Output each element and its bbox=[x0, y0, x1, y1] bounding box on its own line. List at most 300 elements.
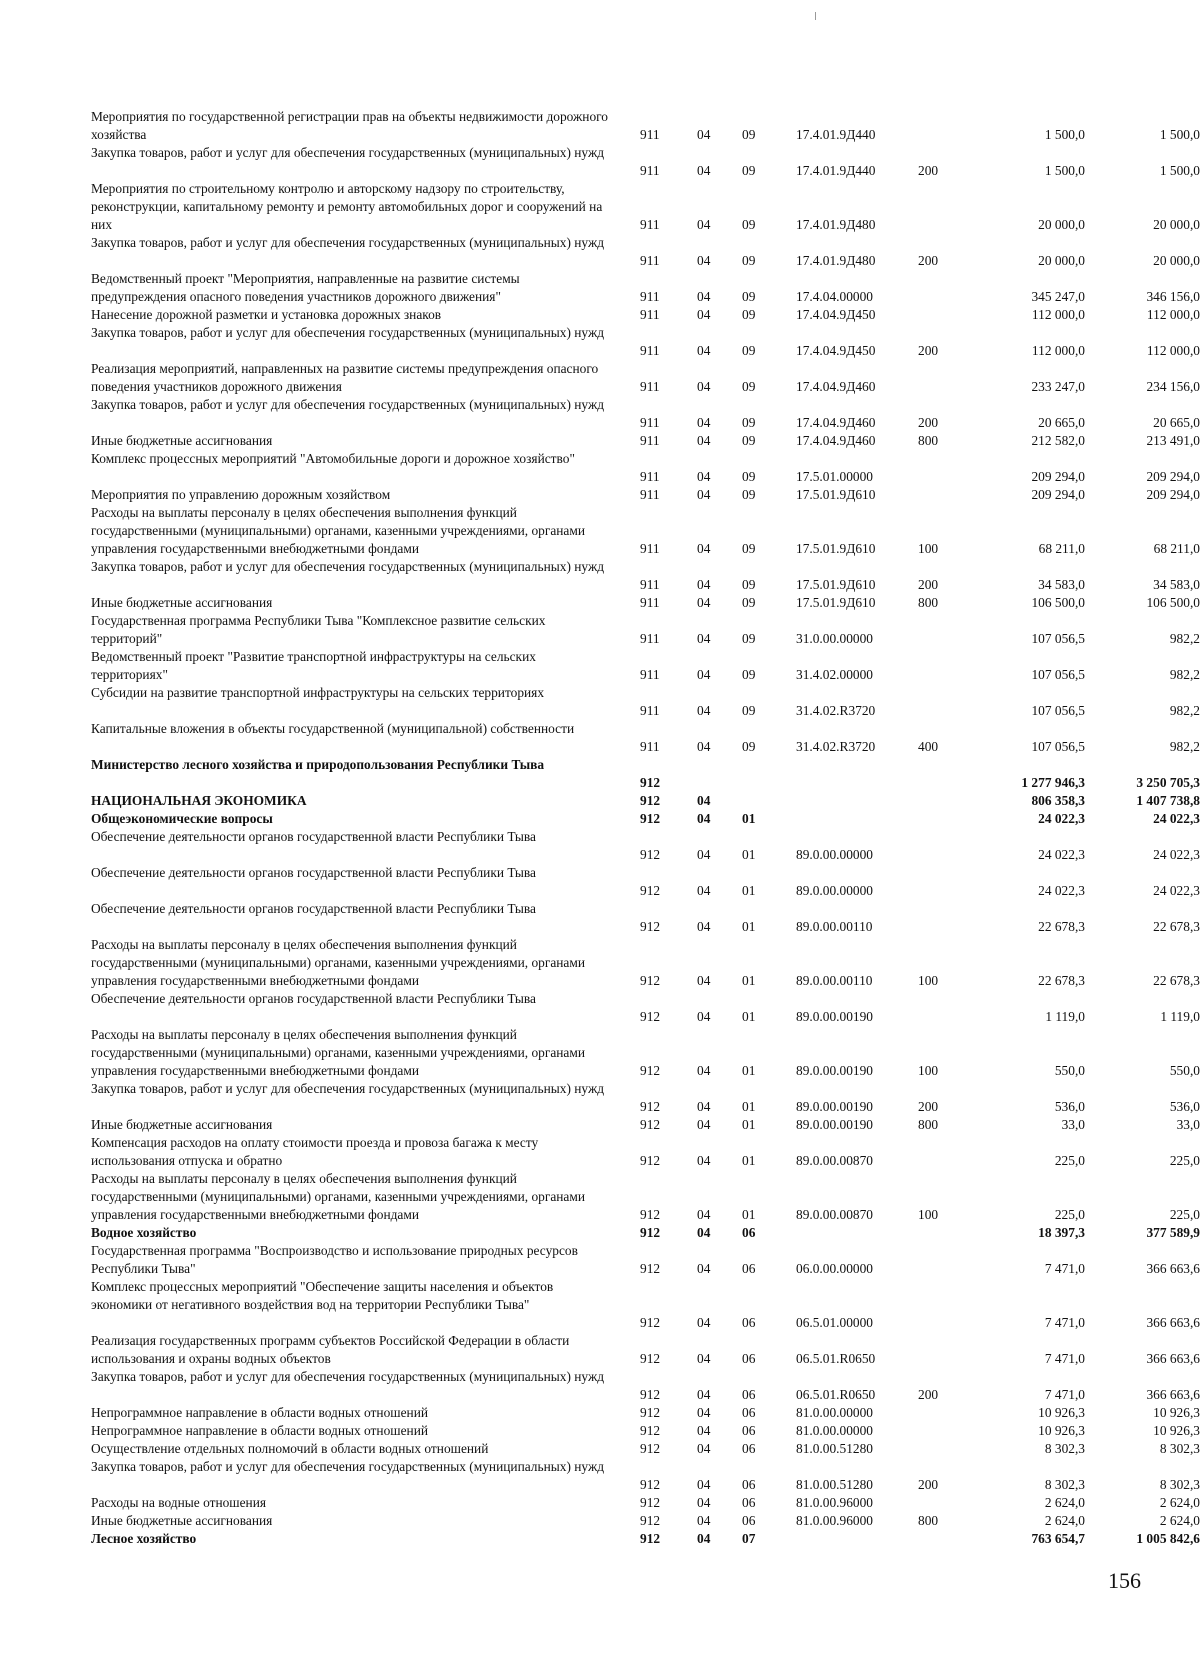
description: Расходы на выплаты персоналу в целях обеспечения выполнения функций государственными (муниципальными) органами, казенными учреждениями, органами управления государственными внебюджетными фондами bbox=[91, 1171, 586, 1222]
sum-year-1: 112 000,0 bbox=[1031, 307, 1085, 322]
grbs-code: 911 bbox=[640, 415, 660, 430]
description: Закупка товаров, работ и услуг для обеспечения государственных (муниципальных) нужд bbox=[91, 559, 605, 574]
sum-year-1: 345 247,0 bbox=[1031, 289, 1085, 304]
target-article-code: 81.0.00.00000 bbox=[796, 1405, 873, 1420]
sum-year-2: 112 000,0 bbox=[1146, 307, 1200, 322]
subsection-code: 09 bbox=[742, 289, 756, 304]
target-article-code: 89.0.00.00110 bbox=[796, 919, 873, 934]
sum-year-2: 1 500,0 bbox=[1159, 163, 1200, 178]
description: Закупка товаров, работ и услуг для обеспечения государственных (муниципальных) нужд bbox=[91, 1081, 605, 1096]
description: Иные бюджетные ассигнования bbox=[91, 595, 273, 610]
section-code: 04 bbox=[697, 1225, 711, 1240]
grbs-code: 912 bbox=[640, 793, 661, 808]
grbs-code: 912 bbox=[640, 847, 661, 862]
target-article-code: 17.5.01.9Д610 bbox=[796, 577, 876, 592]
grbs-code: 911 bbox=[640, 667, 660, 682]
description: Компенсация расходов на оплату стоимости проезда и провоза багажа к месту использования отпуска и обратно bbox=[91, 1135, 539, 1168]
sum-year-1: 225,0 bbox=[1054, 1153, 1085, 1168]
description: Государственная программа Республики Тыва "Комплексное развитие сельских территорий" bbox=[91, 613, 546, 646]
section-code: 04 bbox=[697, 469, 711, 484]
subsection-code: 01 bbox=[742, 883, 756, 898]
target-article-code: 81.0.00.51280 bbox=[796, 1441, 873, 1456]
subsection-code: 09 bbox=[742, 595, 756, 610]
section-code: 04 bbox=[697, 343, 711, 358]
section-code: 04 bbox=[697, 1405, 711, 1420]
description: Государственная программа "Воспроизводство и использование природных ресурсов Республики Тыва" bbox=[91, 1243, 578, 1276]
grbs-code: 911 bbox=[640, 433, 660, 448]
section-code: 04 bbox=[697, 919, 711, 934]
grbs-code: 911 bbox=[640, 577, 660, 592]
sum-year-1: 10 926,3 bbox=[1038, 1405, 1085, 1420]
sum-year-2: 209 294,0 bbox=[1146, 487, 1200, 502]
sum-year-1: 20 000,0 bbox=[1038, 253, 1085, 268]
sum-year-1: 7 471,0 bbox=[1044, 1351, 1085, 1366]
sum-year-2: 366 663,6 bbox=[1146, 1315, 1200, 1330]
sum-year-2: 34 583,0 bbox=[1153, 577, 1200, 592]
subsection-code: 01 bbox=[742, 847, 756, 862]
target-article-code: 06.5.01.R0650 bbox=[796, 1351, 876, 1366]
sum-year-1: 22 678,3 bbox=[1038, 973, 1085, 988]
sum-year-1: 2 624,0 bbox=[1044, 1495, 1085, 1510]
subsection-code: 09 bbox=[742, 379, 756, 394]
subsection-code: 06 bbox=[742, 1441, 756, 1456]
target-article-code: 17.4.04.9Д460 bbox=[796, 379, 876, 394]
subsection-code: 09 bbox=[742, 487, 756, 502]
sum-year-2: 8 302,3 bbox=[1159, 1441, 1200, 1456]
description: Расходы на выплаты персоналу в целях обеспечения выполнения функций государственными (муниципальными) органами, казенными учреждениями, органами управления государственными внебюджетными фондами bbox=[91, 937, 586, 988]
description: Субсидии на развитие транспортной инфраструктуры на сельских территориях bbox=[91, 685, 545, 700]
description: Комплекс процессных мероприятий "Обеспечение защиты населения и объектов экономики от негативного воздействия вод на территории Республики Тыва" bbox=[91, 1279, 554, 1312]
section-code: 04 bbox=[697, 1423, 711, 1438]
description: Мероприятия по управлению дорожным хозяйством bbox=[91, 487, 391, 502]
sum-year-2: 225,0 bbox=[1169, 1207, 1200, 1222]
subsection-code: 01 bbox=[742, 1207, 756, 1222]
grbs-code: 911 bbox=[640, 217, 660, 232]
sum-year-1: 550,0 bbox=[1054, 1063, 1085, 1078]
expense-type-code: 200 bbox=[918, 1099, 939, 1114]
subsection-code: 06 bbox=[742, 1315, 756, 1330]
section-code: 04 bbox=[697, 973, 711, 988]
sum-year-2: 366 663,6 bbox=[1146, 1351, 1200, 1366]
section-code: 04 bbox=[697, 433, 711, 448]
sum-year-2: 112 000,0 bbox=[1146, 343, 1200, 358]
subsection-code: 09 bbox=[742, 577, 756, 592]
grbs-code: 911 bbox=[640, 163, 660, 178]
sum-year-1: 1 500,0 bbox=[1044, 127, 1085, 142]
target-article-code: 89.0.00.00000 bbox=[796, 883, 873, 898]
sum-year-2: 1 005 842,6 bbox=[1136, 1531, 1200, 1546]
target-article-code: 17.4.01.9Д480 bbox=[796, 217, 876, 232]
section-code: 04 bbox=[697, 1441, 711, 1456]
expense-type-code: 200 bbox=[918, 415, 939, 430]
expense-type-code: 100 bbox=[918, 1063, 939, 1078]
target-article-code: 17.5.01.9Д610 bbox=[796, 487, 876, 502]
subsection-code: 01 bbox=[742, 973, 756, 988]
sum-year-1: 20 000,0 bbox=[1038, 217, 1085, 232]
grbs-code: 912 bbox=[640, 1261, 661, 1276]
section-code: 04 bbox=[697, 1063, 711, 1078]
section-code: 04 bbox=[697, 1387, 711, 1402]
subsection-code: 09 bbox=[742, 163, 756, 178]
sum-year-1: 7 471,0 bbox=[1044, 1315, 1085, 1330]
target-article-code: 17.4.04.9Д460 bbox=[796, 415, 876, 430]
expense-type-code: 200 bbox=[918, 253, 939, 268]
section-code: 04 bbox=[697, 883, 711, 898]
section-code: 04 bbox=[697, 847, 711, 862]
section-code: 04 bbox=[697, 1513, 711, 1528]
sum-year-1: 112 000,0 bbox=[1031, 343, 1085, 358]
section-code: 04 bbox=[697, 1477, 711, 1492]
expense-type-code: 800 bbox=[918, 1513, 939, 1528]
grbs-code: 912 bbox=[640, 1153, 661, 1168]
section-code: 04 bbox=[697, 541, 711, 556]
grbs-code: 912 bbox=[640, 919, 661, 934]
section-code: 04 bbox=[697, 703, 711, 718]
section-code: 04 bbox=[697, 1153, 711, 1168]
sum-year-2: 106 500,0 bbox=[1146, 595, 1200, 610]
target-article-code: 17.4.04.9Д460 bbox=[796, 433, 876, 448]
subsection-code: 09 bbox=[742, 307, 756, 322]
description: Непрограммное направление в области водных отношений bbox=[91, 1423, 429, 1438]
subsection-code: 01 bbox=[742, 811, 756, 826]
subsection-code: 09 bbox=[742, 433, 756, 448]
target-article-code: 17.5.01.9Д610 bbox=[796, 595, 876, 610]
grbs-code: 912 bbox=[640, 1495, 661, 1510]
target-article-code: 17.4.04.9Д450 bbox=[796, 307, 876, 322]
description: Ведомственный проект "Развитие транспортной инфраструктуры на сельских территориях" bbox=[91, 649, 536, 682]
target-article-code: 06.5.01.R0650 bbox=[796, 1387, 876, 1402]
expense-type-code: 800 bbox=[918, 595, 939, 610]
grbs-code: 912 bbox=[640, 1063, 661, 1078]
description: Министерство лесного хозяйства и природопользования Республики Тыва bbox=[91, 757, 545, 772]
section-code: 04 bbox=[697, 289, 711, 304]
target-article-code: 81.0.00.96000 bbox=[796, 1513, 873, 1528]
target-article-code: 31.0.00.00000 bbox=[796, 631, 873, 646]
sum-year-2: 234 156,0 bbox=[1146, 379, 1200, 394]
sum-year-2: 20 000,0 bbox=[1153, 217, 1200, 232]
expense-type-code: 200 bbox=[918, 1477, 939, 1492]
grbs-code: 911 bbox=[640, 253, 660, 268]
sum-year-1: 24 022,3 bbox=[1038, 883, 1085, 898]
grbs-code: 912 bbox=[640, 1477, 661, 1492]
section-code: 04 bbox=[697, 1315, 711, 1330]
sum-year-1: 107 056,5 bbox=[1031, 739, 1085, 754]
section-code: 04 bbox=[697, 577, 711, 592]
grbs-code: 912 bbox=[640, 1423, 661, 1438]
target-article-code: 81.0.00.00000 bbox=[796, 1423, 873, 1438]
sum-year-2: 24 022,3 bbox=[1153, 847, 1200, 862]
expense-type-code: 200 bbox=[918, 577, 939, 592]
grbs-code: 911 bbox=[640, 631, 660, 646]
expense-type-code: 200 bbox=[918, 1387, 939, 1402]
grbs-code: 911 bbox=[640, 703, 660, 718]
section-code: 04 bbox=[697, 253, 711, 268]
sum-year-1: 806 358,3 bbox=[1031, 793, 1085, 808]
target-article-code: 31.4.02.R3720 bbox=[796, 739, 876, 754]
subsection-code: 09 bbox=[742, 703, 756, 718]
sum-year-1: 34 583,0 bbox=[1038, 577, 1085, 592]
subsection-code: 01 bbox=[742, 919, 756, 934]
sum-year-1: 24 022,3 bbox=[1038, 811, 1085, 826]
target-article-code: 89.0.00.00190 bbox=[796, 1117, 873, 1132]
target-article-code: 17.4.04.00000 bbox=[796, 289, 873, 304]
sum-year-1: 10 926,3 bbox=[1038, 1423, 1085, 1438]
subsection-code: 09 bbox=[742, 631, 756, 646]
target-article-code: 17.4.01.9Д440 bbox=[796, 163, 876, 178]
description: Ведомственный проект "Мероприятия, направленные на развитие системы предупреждения опасного поведения участников дорожного движения" bbox=[91, 271, 520, 304]
sum-year-2: 982,2 bbox=[1169, 739, 1200, 754]
sum-year-1: 20 665,0 bbox=[1038, 415, 1085, 430]
target-article-code: 17.5.01.00000 bbox=[796, 469, 873, 484]
target-article-code: 89.0.00.00000 bbox=[796, 847, 873, 862]
grbs-code: 911 bbox=[640, 541, 660, 556]
description: Обеспечение деятельности органов государственной власти Республики Тыва bbox=[91, 829, 536, 844]
target-article-code: 17.4.01.9Д440 bbox=[796, 127, 876, 142]
sum-year-2: 24 022,3 bbox=[1153, 883, 1200, 898]
grbs-code: 912 bbox=[640, 1207, 661, 1222]
grbs-code: 912 bbox=[640, 775, 661, 790]
grbs-code: 912 bbox=[640, 1117, 661, 1132]
sum-year-1: 18 397,3 bbox=[1038, 1225, 1085, 1240]
description: Иные бюджетные ассигнования bbox=[91, 433, 273, 448]
target-article-code: 89.0.00.00190 bbox=[796, 1009, 873, 1024]
section-code: 04 bbox=[697, 1495, 711, 1510]
subsection-code: 06 bbox=[742, 1225, 756, 1240]
target-article-code: 89.0.00.00870 bbox=[796, 1153, 873, 1168]
sum-year-1: 68 211,0 bbox=[1038, 541, 1085, 556]
description: Расходы на выплаты персоналу в целях обеспечения выполнения функций государственными (муниципальными) органами, казенными учреждениями, органами управления государственными внебюджетными фондами bbox=[91, 505, 586, 556]
expense-type-code: 100 bbox=[918, 973, 939, 988]
sum-year-2: 20 665,0 bbox=[1153, 415, 1200, 430]
subsection-code: 06 bbox=[742, 1495, 756, 1510]
expense-type-code: 400 bbox=[918, 739, 939, 754]
sum-year-1: 8 302,3 bbox=[1044, 1477, 1085, 1492]
expense-type-code: 100 bbox=[918, 1207, 939, 1222]
grbs-code: 912 bbox=[640, 1351, 661, 1366]
grbs-code: 912 bbox=[640, 1225, 661, 1240]
sum-year-1: 536,0 bbox=[1054, 1099, 1085, 1114]
section-code: 04 bbox=[697, 1261, 711, 1276]
sum-year-1: 107 056,5 bbox=[1031, 631, 1085, 646]
section-code: 04 bbox=[697, 595, 711, 610]
description: Водное хозяйство bbox=[91, 1225, 197, 1240]
description: Обеспечение деятельности органов государственной власти Республики Тыва bbox=[91, 991, 536, 1006]
sum-year-1: 1 277 946,3 bbox=[1021, 775, 1085, 790]
description: Капитальные вложения в объекты государственной (муниципальной) собственности bbox=[91, 721, 575, 736]
sum-year-2: 10 926,3 bbox=[1153, 1423, 1200, 1438]
description: Закупка товаров, работ и услуг для обеспечения государственных (муниципальных) нужд bbox=[91, 1369, 605, 1384]
sum-year-2: 33,0 bbox=[1176, 1117, 1200, 1132]
description: Нанесение дорожной разметки и установка дорожных знаков bbox=[91, 307, 442, 322]
sum-year-2: 8 302,3 bbox=[1159, 1477, 1200, 1492]
description: Закупка товаров, работ и услуг для обеспечения государственных (муниципальных) нужд bbox=[91, 397, 605, 412]
subsection-code: 09 bbox=[742, 739, 756, 754]
section-code: 04 bbox=[697, 163, 711, 178]
description: Расходы на выплаты персоналу в целях обеспечения выполнения функций государственными (муниципальными) органами, казенными учреждениями, органами управления государственными внебюджетными фондами bbox=[91, 1027, 586, 1078]
subsection-code: 06 bbox=[742, 1261, 756, 1276]
sum-year-1: 225,0 bbox=[1054, 1207, 1085, 1222]
subsection-code: 01 bbox=[742, 1099, 756, 1114]
grbs-code: 911 bbox=[640, 469, 660, 484]
subsection-code: 06 bbox=[742, 1387, 756, 1402]
section-code: 04 bbox=[697, 487, 711, 502]
subsection-code: 06 bbox=[742, 1423, 756, 1438]
target-article-code: 89.0.00.00110 bbox=[796, 973, 873, 988]
sum-year-2: 225,0 bbox=[1169, 1153, 1200, 1168]
description: Иные бюджетные ассигнования bbox=[91, 1513, 273, 1528]
expense-type-code: 200 bbox=[918, 343, 939, 358]
sum-year-1: 1 119,0 bbox=[1045, 1009, 1085, 1024]
section-code: 04 bbox=[697, 739, 711, 754]
subsection-code: 01 bbox=[742, 1063, 756, 1078]
sum-year-1: 7 471,0 bbox=[1044, 1261, 1085, 1276]
sum-year-1: 107 056,5 bbox=[1031, 667, 1085, 682]
subsection-code: 09 bbox=[742, 469, 756, 484]
section-code: 04 bbox=[697, 1207, 711, 1222]
description: Мероприятия по государственной регистрации прав на объекты недвижимости дорожного хозяйства bbox=[91, 109, 609, 142]
grbs-code: 912 bbox=[640, 811, 661, 826]
target-article-code: 89.0.00.00190 bbox=[796, 1063, 873, 1078]
grbs-code: 911 bbox=[640, 595, 660, 610]
section-code: 04 bbox=[697, 415, 711, 430]
section-code: 04 bbox=[697, 1099, 711, 1114]
description: Обеспечение деятельности органов государственной власти Республики Тыва bbox=[91, 865, 536, 880]
description: Закупка товаров, работ и услуг для обеспечения государственных (муниципальных) нужд bbox=[91, 325, 605, 340]
subsection-code: 06 bbox=[742, 1351, 756, 1366]
sum-year-2: 22 678,3 bbox=[1153, 919, 1200, 934]
description: Реализация государственных программ субъектов Российской Федерации в области использования и охраны водных объектов bbox=[91, 1333, 570, 1366]
description: Расходы на водные отношения bbox=[91, 1495, 267, 1510]
sum-year-2: 982,2 bbox=[1169, 667, 1200, 682]
sum-year-2: 213 491,0 bbox=[1146, 433, 1200, 448]
section-code: 04 bbox=[697, 307, 711, 322]
grbs-code: 912 bbox=[640, 1387, 661, 1402]
section-code: 04 bbox=[697, 793, 711, 808]
sum-year-1: 209 294,0 bbox=[1031, 487, 1085, 502]
sum-year-2: 20 000,0 bbox=[1153, 253, 1200, 268]
sum-year-2: 377 589,9 bbox=[1146, 1225, 1200, 1240]
section-code: 04 bbox=[697, 811, 711, 826]
description: Обеспечение деятельности органов государственной власти Республики Тыва bbox=[91, 901, 536, 916]
sum-year-2: 982,2 bbox=[1169, 703, 1200, 718]
grbs-code: 912 bbox=[640, 1009, 661, 1024]
sum-year-2: 982,2 bbox=[1169, 631, 1200, 646]
description: Реализация мероприятий, направленных на развитие системы предупреждения опасного поведения участников дорожного движения bbox=[91, 361, 599, 394]
grbs-code: 912 bbox=[640, 1315, 661, 1330]
target-article-code: 17.5.01.9Д610 bbox=[796, 541, 876, 556]
grbs-code: 912 bbox=[640, 1099, 661, 1114]
grbs-code: 912 bbox=[640, 1513, 661, 1528]
description: Осуществление отдельных полномочий в области водных отношений bbox=[91, 1441, 489, 1456]
sum-year-2: 1 500,0 bbox=[1159, 127, 1200, 142]
description: Закупка товаров, работ и услуг для обеспечения государственных (муниципальных) нужд bbox=[91, 235, 605, 250]
section-code: 04 bbox=[697, 631, 711, 646]
target-article-code: 31.4.02.00000 bbox=[796, 667, 873, 682]
subsection-code: 06 bbox=[742, 1513, 756, 1528]
description: НАЦИОНАЛЬНАЯ ЭКОНОМИКА bbox=[91, 793, 307, 808]
sum-year-1: 2 624,0 bbox=[1044, 1513, 1085, 1528]
sum-year-2: 366 663,6 bbox=[1146, 1387, 1200, 1402]
subsection-code: 09 bbox=[742, 415, 756, 430]
subsection-code: 01 bbox=[742, 1009, 756, 1024]
grbs-code: 911 bbox=[640, 127, 660, 142]
subsection-code: 09 bbox=[742, 667, 756, 682]
expense-type-code: 800 bbox=[918, 433, 939, 448]
sum-year-2: 2 624,0 bbox=[1159, 1495, 1200, 1510]
description: Закупка товаров, работ и услуг для обеспечения государственных (муниципальных) нужд bbox=[91, 145, 605, 160]
subsection-code: 09 bbox=[742, 343, 756, 358]
subsection-code: 01 bbox=[742, 1117, 756, 1132]
expense-type-code: 100 bbox=[918, 541, 939, 556]
target-article-code: 06.5.01.00000 bbox=[796, 1315, 873, 1330]
description: Непрограммное направление в области водных отношений bbox=[91, 1405, 429, 1420]
sum-year-1: 212 582,0 bbox=[1031, 433, 1085, 448]
sum-year-2: 3 250 705,3 bbox=[1136, 775, 1200, 790]
sum-year-2: 2 624,0 bbox=[1159, 1513, 1200, 1528]
sum-year-2: 536,0 bbox=[1169, 1099, 1200, 1114]
target-article-code: 81.0.00.96000 bbox=[796, 1495, 873, 1510]
grbs-code: 912 bbox=[640, 1405, 661, 1420]
section-code: 04 bbox=[697, 217, 711, 232]
grbs-code: 911 bbox=[640, 289, 660, 304]
target-article-code: 17.4.01.9Д480 bbox=[796, 253, 876, 268]
subsection-code: 01 bbox=[742, 1153, 756, 1168]
expense-type-code: 200 bbox=[918, 163, 939, 178]
grbs-code: 912 bbox=[640, 1531, 661, 1546]
sum-year-1: 107 056,5 bbox=[1031, 703, 1085, 718]
grbs-code: 912 bbox=[640, 883, 661, 898]
subsection-code: 09 bbox=[742, 253, 756, 268]
grbs-code: 912 bbox=[640, 1441, 661, 1456]
sum-year-1: 233 247,0 bbox=[1031, 379, 1085, 394]
section-code: 04 bbox=[697, 1351, 711, 1366]
subsection-code: 07 bbox=[742, 1531, 756, 1546]
section-code: 04 bbox=[697, 1117, 711, 1132]
description: Закупка товаров, работ и услуг для обеспечения государственных (муниципальных) нужд bbox=[91, 1459, 605, 1474]
target-article-code: 31.4.02.R3720 bbox=[796, 703, 876, 718]
sum-year-1: 8 302,3 bbox=[1044, 1441, 1085, 1456]
grbs-code: 911 bbox=[640, 343, 660, 358]
target-article-code: 06.0.00.00000 bbox=[796, 1261, 873, 1276]
section-code: 04 bbox=[697, 127, 711, 142]
description: Общеэкономические вопросы bbox=[91, 811, 273, 826]
sum-year-2: 1 407 738,8 bbox=[1136, 793, 1200, 808]
page-number: 156 bbox=[1108, 1568, 1141, 1593]
section-code: 04 bbox=[697, 1531, 711, 1546]
sum-year-2: 209 294,0 bbox=[1146, 469, 1200, 484]
sum-year-2: 366 663,6 bbox=[1146, 1261, 1200, 1276]
sum-year-1: 33,0 bbox=[1061, 1117, 1085, 1132]
section-code: 04 bbox=[697, 379, 711, 394]
sum-year-1: 22 678,3 bbox=[1038, 919, 1085, 934]
section-code: 04 bbox=[697, 1009, 711, 1024]
sum-year-2: 10 926,3 bbox=[1153, 1405, 1200, 1420]
grbs-code: 911 bbox=[640, 307, 660, 322]
sum-year-1: 24 022,3 bbox=[1038, 847, 1085, 862]
section-code: 04 bbox=[697, 667, 711, 682]
target-article-code: 17.4.04.9Д450 bbox=[796, 343, 876, 358]
sum-year-1: 1 500,0 bbox=[1044, 163, 1085, 178]
subsection-code: 06 bbox=[742, 1477, 756, 1492]
description: Комплекс процессных мероприятий "Автомобильные дороги и дорожное хозяйство" bbox=[91, 451, 575, 466]
sum-year-1: 106 500,0 bbox=[1031, 595, 1085, 610]
target-article-code: 89.0.00.00870 bbox=[796, 1207, 873, 1222]
sum-year-2: 346 156,0 bbox=[1146, 289, 1200, 304]
grbs-code: 911 bbox=[640, 487, 660, 502]
target-article-code: 89.0.00.00190 bbox=[796, 1099, 873, 1114]
sum-year-2: 22 678,3 bbox=[1153, 973, 1200, 988]
description: Иные бюджетные ассигнования bbox=[91, 1117, 273, 1132]
